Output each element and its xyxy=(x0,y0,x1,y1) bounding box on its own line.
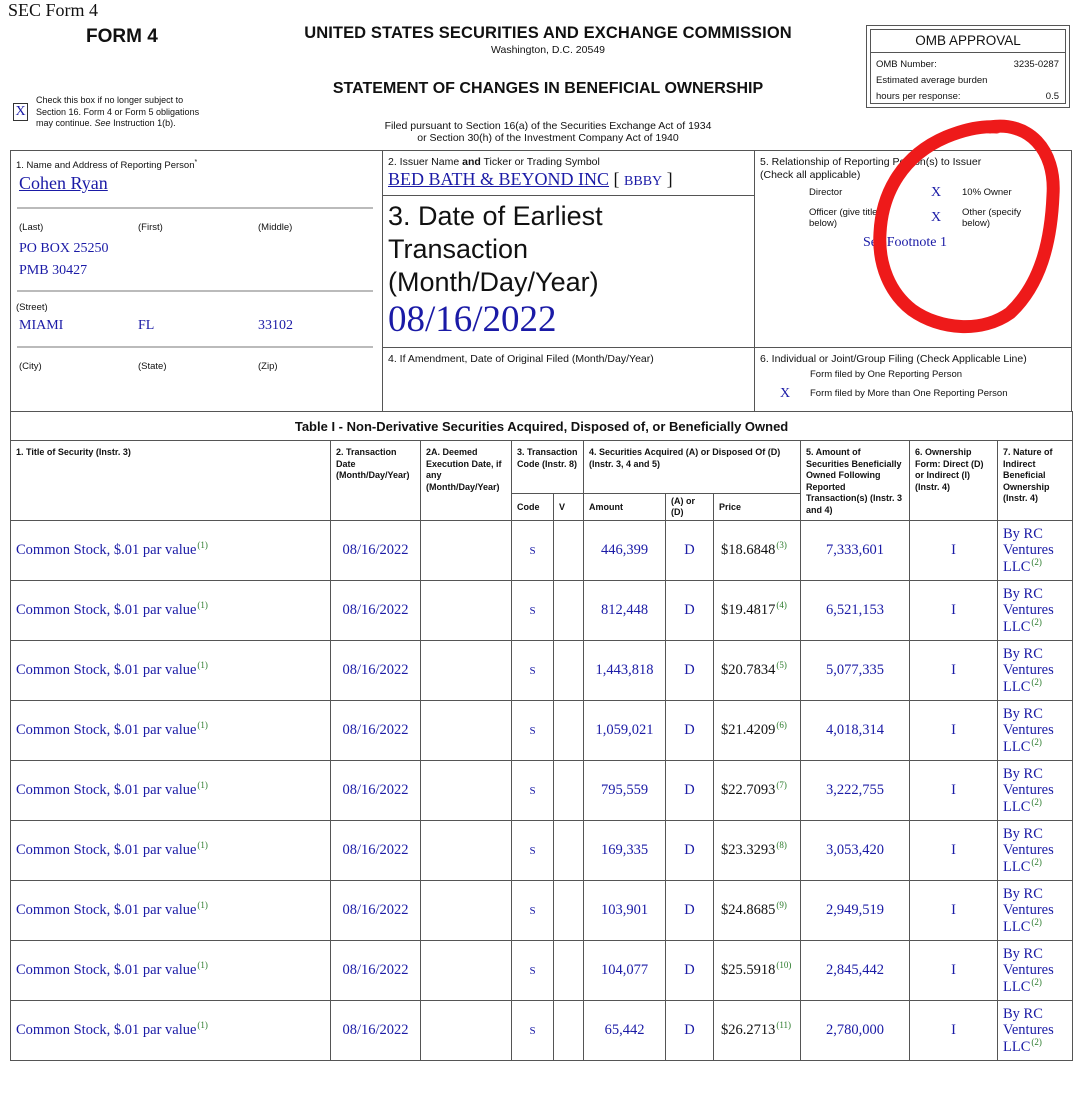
table-row xyxy=(11,1001,1073,1061)
omb-inner-frame xyxy=(870,29,1066,104)
cell-deemed-date xyxy=(421,941,512,1001)
see-footnote-note: See Footnote 1 xyxy=(863,235,947,250)
cell-amount-owned: 7,333,601 xyxy=(801,521,910,581)
cell-amount-owned: 4,018,314 xyxy=(801,701,910,761)
omb-number-value: 3235-0287 xyxy=(1013,59,1059,70)
cell-v xyxy=(554,641,584,701)
table-row xyxy=(11,581,1073,641)
header-transaction-date: 2. Transaction Date (Month/Day/Year) xyxy=(331,441,421,521)
footnote-ref[interactable]: (4) xyxy=(776,600,787,611)
cell-amount-owned: 2,780,000 xyxy=(801,1001,910,1061)
omb-approval-box xyxy=(866,25,1070,108)
earliest-date-value: 08/16/2022 xyxy=(388,299,557,340)
statement-title: STATEMENT OF CHANGES IN BENEFICIAL OWNERSHIP xyxy=(332,80,764,97)
zip-label: (Zip) xyxy=(258,361,278,372)
cell-ownership-form: I xyxy=(910,761,998,821)
cell-transaction-date: 08/16/2022 xyxy=(331,821,421,881)
header-price: Price xyxy=(714,494,801,521)
filed-line-2: or Section 30(h) of the Investment Company Act of 1940 xyxy=(417,132,679,144)
omb-hours-value: 0.5 xyxy=(1045,91,1059,102)
header-amount-owned: 5. Amount of Securities Beneficially Owned Following Reported Transaction(s) (Instr. 3 and 4) xyxy=(801,441,910,521)
header-deemed-execution-date: 2A. Deemed Execution Date, if any (Month/Day/Year) xyxy=(421,441,512,521)
footnote-ref[interactable]: (2) xyxy=(1031,556,1042,567)
sec-form-title: SEC Form 4 xyxy=(8,0,99,20)
issuer-box xyxy=(382,150,755,196)
cell-ownership-form: I xyxy=(910,581,998,641)
cell-security: Common Stock, $.01 par value$^{(1)}$ xyxy=(11,761,331,821)
agency-title: UNITED STATES SECURITIES AND EXCHANGE COMMISSION xyxy=(304,24,792,42)
footnote-ref[interactable]: (9) xyxy=(776,900,787,911)
red-circle-stroke xyxy=(880,126,1053,326)
footnote-ref[interactable]: (10) xyxy=(776,960,792,971)
section16-checkbox-label xyxy=(36,95,236,130)
address-line-1: PO BOX 25250 xyxy=(19,241,109,256)
table-row xyxy=(11,701,1073,761)
cell-security: Common Stock, $.01 par value$^{(1)}$ xyxy=(11,641,331,701)
cell-a-or-d: D xyxy=(666,701,714,761)
cell-v xyxy=(554,941,584,1001)
omb-hours-row xyxy=(876,91,1059,102)
reporting-person-box xyxy=(10,150,383,412)
cell-nature: By RC Ventures LLC$^{(2)}$ xyxy=(998,821,1073,881)
issuer-name-link[interactable]: BED BATH & BEYOND INC xyxy=(388,169,610,189)
omb-number-label: OMB Number: xyxy=(876,59,937,70)
footnote-ref[interactable]: (1) xyxy=(197,900,208,911)
red-annotation-circle xyxy=(860,115,1070,340)
cell-code: S xyxy=(512,941,554,1001)
cell-amount-owned: 2,845,442 xyxy=(801,941,910,1001)
footnote-ref[interactable]: (2) xyxy=(1031,676,1042,687)
cell-security: Common Stock, $.01 par value$^{(1)}$ xyxy=(11,821,331,881)
omb-hours-label: hours per response: xyxy=(876,91,961,102)
footnote-ref[interactable]: (1) xyxy=(197,720,208,731)
cell-price: $21.4209$^{(6)}$ xyxy=(714,701,801,761)
filing-box xyxy=(754,347,1072,412)
cell-security: Common Stock, $.01 par value$^{(1)}$ xyxy=(11,1001,331,1061)
header-nature-of-ownership: 7. Nature of Indirect Beneficial Ownership (Instr. 4) xyxy=(998,441,1073,521)
cell-a-or-d: D xyxy=(666,521,714,581)
cell-price: $23.3293$^{(8)}$ xyxy=(714,821,801,881)
footnote-ref[interactable]: (2) xyxy=(1031,856,1042,867)
cell-code: S xyxy=(512,521,554,581)
cell-a-or-d: D xyxy=(666,821,714,881)
table-body xyxy=(11,521,1073,1061)
footnote-ref[interactable]: (1) xyxy=(197,840,208,851)
cell-amount-owned: 5,077,335 xyxy=(801,641,910,701)
cell-a-or-d: D xyxy=(666,881,714,941)
cell-price: $20.7834$^{(5)}$ xyxy=(714,641,801,701)
cell-amount: 1,443,818 xyxy=(584,641,666,701)
cell-a-or-d: D xyxy=(666,941,714,1001)
cell-v xyxy=(554,521,584,581)
cell-a-or-d: D xyxy=(666,761,714,821)
cell-deemed-date xyxy=(421,701,512,761)
footnote-ref[interactable]: (1) xyxy=(197,960,208,971)
filed-pursuant-note xyxy=(360,120,736,144)
cell-security: Common Stock, $.01 par value$^{(1)}$ xyxy=(11,581,331,641)
ticker-bracket-open: [ xyxy=(613,169,620,189)
cell-code: S xyxy=(512,641,554,701)
cell-ownership-form: I xyxy=(910,701,998,761)
footnote-ref[interactable]: (3) xyxy=(776,540,787,551)
cell-nature: By RC Ventures LLC$^{(2)}$ xyxy=(998,761,1073,821)
agency-city: Washington, D.C. 20549 xyxy=(490,44,605,56)
cell-transaction-date: 08/16/2022 xyxy=(331,641,421,701)
footnote-ref[interactable]: (8) xyxy=(776,840,787,851)
omb-number-row xyxy=(876,59,1059,70)
omb-title: OMB APPROVAL xyxy=(871,30,1065,53)
table-row xyxy=(11,761,1073,821)
cell-deemed-date xyxy=(421,881,512,941)
checkbox-label-line-1: Check this box if no longer subject to xyxy=(36,95,184,105)
cell-security: Common Stock, $.01 par value$^{(1)}$ xyxy=(11,881,331,941)
filing-multi-person: Form filed by More than One Reporting Person xyxy=(810,388,1008,399)
cell-transaction-date: 08/16/2022 xyxy=(331,1001,421,1061)
footnote-ref[interactable]: (2) xyxy=(1031,976,1042,987)
city-divider xyxy=(17,346,373,348)
cell-nature: By RC Ventures LLC$^{(2)}$ xyxy=(998,881,1073,941)
table-row xyxy=(11,881,1073,941)
zip-value: 33102 xyxy=(258,318,293,333)
cell-transaction-date: 08/16/2022 xyxy=(331,581,421,641)
cell-v xyxy=(554,1001,584,1061)
header-transaction-code: 3. Transaction Code (Instr. 8) xyxy=(512,441,584,494)
cell-nature: By RC Ventures LLC$^{(2)}$ xyxy=(998,1001,1073,1061)
cell-ownership-form: I xyxy=(910,521,998,581)
cell-nature: By RC Ventures LLC$^{(2)}$ xyxy=(998,641,1073,701)
address-divider xyxy=(17,290,373,292)
cell-nature: By RC Ventures LLC$^{(2)}$ xyxy=(998,941,1073,1001)
cell-security: Common Stock, $.01 par value$^{(1)}$ xyxy=(11,941,331,1001)
other-check[interactable]: X xyxy=(931,210,942,225)
omb-burden-row: Estimated average burden xyxy=(876,75,988,86)
amendment-box xyxy=(382,347,755,412)
filing-one-person: Form filed by One Reporting Person xyxy=(810,369,963,380)
last-label: (Last) xyxy=(19,222,44,233)
cell-transaction-date: 08/16/2022 xyxy=(331,881,421,941)
middle-label: (Middle) xyxy=(258,222,293,233)
ticker-bracket-close: ] xyxy=(666,169,673,189)
cell-amount: 65,442 xyxy=(584,1001,666,1061)
cell-price: $24.8685$^{(9)}$ xyxy=(714,881,801,941)
cell-ownership-form: I xyxy=(910,881,998,941)
cell-v xyxy=(554,881,584,941)
filing-multi-check[interactable]: X xyxy=(780,386,791,401)
cell-security: Common Stock, $.01 par value$^{(1)}$ xyxy=(11,521,331,581)
cell-transaction-date: 08/16/2022 xyxy=(331,701,421,761)
cell-price: $22.7093$^{(7)}$ xyxy=(714,761,801,821)
cell-price: $19.4817$^{(4)}$ xyxy=(714,581,801,641)
footnote-ref[interactable]: (7) xyxy=(776,780,787,791)
city-value: MIAMI xyxy=(19,318,64,333)
header-securities-acquired-disposed: 4. Securities Acquired (A) or Disposed Of (D) (Instr. 3, 4 and 5) xyxy=(584,441,801,494)
cell-amount: 795,559 xyxy=(584,761,666,821)
earliest-date-box xyxy=(382,195,755,348)
section16-checkbox[interactable]: X xyxy=(13,103,28,121)
footnote-ref[interactable]: (2) xyxy=(1031,796,1042,807)
header-amount: Amount xyxy=(584,494,666,521)
cell-code: S xyxy=(512,881,554,941)
relationship-label: 5. Relationship of Reporting Person(s) to Issuer (Check all applicable) xyxy=(760,156,982,181)
cell-price: $26.2713$^{(11)}$ xyxy=(714,1001,801,1061)
table-caption: Table I - Non-Derivative Securities Acquired, Disposed of, or Beneficially Owned xyxy=(11,412,1073,441)
header-title-of-security: 1. Title of Security (Instr. 3) xyxy=(11,441,331,521)
ten-percent-owner-check[interactable]: X xyxy=(931,185,942,200)
address-line-2: PMB 30427 xyxy=(19,263,88,278)
footnote-ref[interactable]: (1) xyxy=(197,540,208,551)
issuer-name-row xyxy=(388,169,673,190)
cell-deemed-date xyxy=(421,581,512,641)
cell-amount: 1,059,021 xyxy=(584,701,666,761)
cell-transaction-date: 08/16/2022 xyxy=(331,761,421,821)
cell-v xyxy=(554,821,584,881)
header-a-or-d: (A) or (D) xyxy=(666,494,714,521)
footnote-ref[interactable]: (5) xyxy=(776,660,787,671)
cell-transaction-date: 08/16/2022 xyxy=(331,521,421,581)
cell-nature: By RC Ventures LLC$^{(2)}$ xyxy=(998,701,1073,761)
filing-label: 6. Individual or Joint/Group Filing (Check Applicable Line) xyxy=(760,353,1027,365)
cell-v xyxy=(554,761,584,821)
cell-amount: 103,901 xyxy=(584,881,666,941)
cell-a-or-d: D xyxy=(666,641,714,701)
cell-code: S xyxy=(512,1001,554,1061)
state-value: FL xyxy=(138,318,155,333)
footnote-ref[interactable]: (1) xyxy=(197,660,208,671)
form-number: FORM 4 xyxy=(86,26,158,47)
footnote-ref[interactable]: (2) xyxy=(1031,1036,1042,1047)
table-row xyxy=(11,641,1073,701)
header-code: Code xyxy=(512,494,554,521)
header-v: V xyxy=(554,494,584,521)
cell-ownership-form: I xyxy=(910,1001,998,1061)
cell-amount-owned: 6,521,153 xyxy=(801,581,910,641)
footnote-ref[interactable]: (1) xyxy=(197,1020,208,1031)
header-ownership-form: 6. Ownership Form: Direct (D) or Indirect (I) (Instr. 4) xyxy=(910,441,998,521)
cell-transaction-date: 08/16/2022 xyxy=(331,941,421,1001)
state-label: (State) xyxy=(138,361,167,372)
cell-security: Common Stock, $.01 par value$^{(1)}$ xyxy=(11,701,331,761)
footnote-ref[interactable]: (2) xyxy=(1031,736,1042,747)
cell-amount-owned: 3,222,755 xyxy=(801,761,910,821)
cell-code: S xyxy=(512,581,554,641)
footnote-ref[interactable]: (1) xyxy=(197,600,208,611)
cell-price: $25.5918$^{(10)}$ xyxy=(714,941,801,1001)
director-label: Director xyxy=(809,187,843,198)
cell-nature: By RC Ventures LLC$^{(2)}$ xyxy=(998,521,1073,581)
cell-v xyxy=(554,581,584,641)
reporting-person-name-link[interactable]: Cohen Ryan xyxy=(19,173,108,193)
earliest-date-label: 3. Date of Earliest Transaction (Month/Day/Year) xyxy=(388,201,603,297)
table-row xyxy=(11,821,1073,881)
cell-deemed-date xyxy=(421,761,512,821)
ten-percent-owner-label: 10% Owner xyxy=(962,187,1012,198)
filed-line-1: Filed pursuant to Section 16(a) of the Securities Exchange Act of 1934 xyxy=(384,120,712,132)
issuer-label: 2. Issuer Name and Ticker or Trading Symbol xyxy=(388,156,600,168)
table-row xyxy=(11,941,1073,1001)
cell-amount-owned: 2,949,519 xyxy=(801,881,910,941)
cell-a-or-d: D xyxy=(666,581,714,641)
cell-nature: By RC Ventures LLC$^{(2)}$ xyxy=(998,581,1073,641)
cell-amount: 446,399 xyxy=(584,521,666,581)
cell-amount: 812,448 xyxy=(584,581,666,641)
cell-amount: 169,335 xyxy=(584,821,666,881)
reporting-person-label: 1. Name and Address of Reporting Person* xyxy=(16,159,198,172)
cell-amount-owned: 3,053,420 xyxy=(801,821,910,881)
checkbox-label-line-3: may continue. See Instruction 1(b). xyxy=(36,118,176,128)
cell-deemed-date xyxy=(421,641,512,701)
footnote-ref[interactable]: (2) xyxy=(1031,916,1042,927)
cell-v xyxy=(554,701,584,761)
cell-ownership-form: I xyxy=(910,641,998,701)
table-row xyxy=(11,521,1073,581)
name-divider xyxy=(17,207,373,209)
cell-price: $18.6848$^{(3)}$ xyxy=(714,521,801,581)
cell-amount: 104,077 xyxy=(584,941,666,1001)
cell-ownership-form: I xyxy=(910,941,998,1001)
cell-deemed-date xyxy=(421,821,512,881)
other-label: Other (specify below) xyxy=(962,207,1022,229)
officer-label: Officer (give title below) xyxy=(809,207,878,229)
cell-code: S xyxy=(512,701,554,761)
footnote-ref[interactable]: (2) xyxy=(1031,616,1042,627)
amendment-label: 4. If Amendment, Date of Original Filed (Month/Day/Year) xyxy=(388,353,654,365)
first-label: (First) xyxy=(138,222,163,233)
footnote-ref[interactable]: (6) xyxy=(776,720,787,731)
footnote-ref[interactable]: (11) xyxy=(776,1020,792,1031)
cell-deemed-date xyxy=(421,521,512,581)
cell-code: S xyxy=(512,821,554,881)
checkbox-label-line-2: Section 16. Form 4 or Form 5 obligations xyxy=(36,106,200,117)
ticker-symbol: BBBY xyxy=(624,174,663,189)
footnote-ref[interactable]: (1) xyxy=(197,780,208,791)
city-label: (City) xyxy=(19,361,42,372)
cell-deemed-date xyxy=(421,1001,512,1061)
cell-a-or-d: D xyxy=(666,1001,714,1061)
table-non-derivative xyxy=(10,411,1073,1061)
street-label: (Street) xyxy=(16,302,48,313)
cell-code: S xyxy=(512,761,554,821)
cell-ownership-form: I xyxy=(910,821,998,881)
